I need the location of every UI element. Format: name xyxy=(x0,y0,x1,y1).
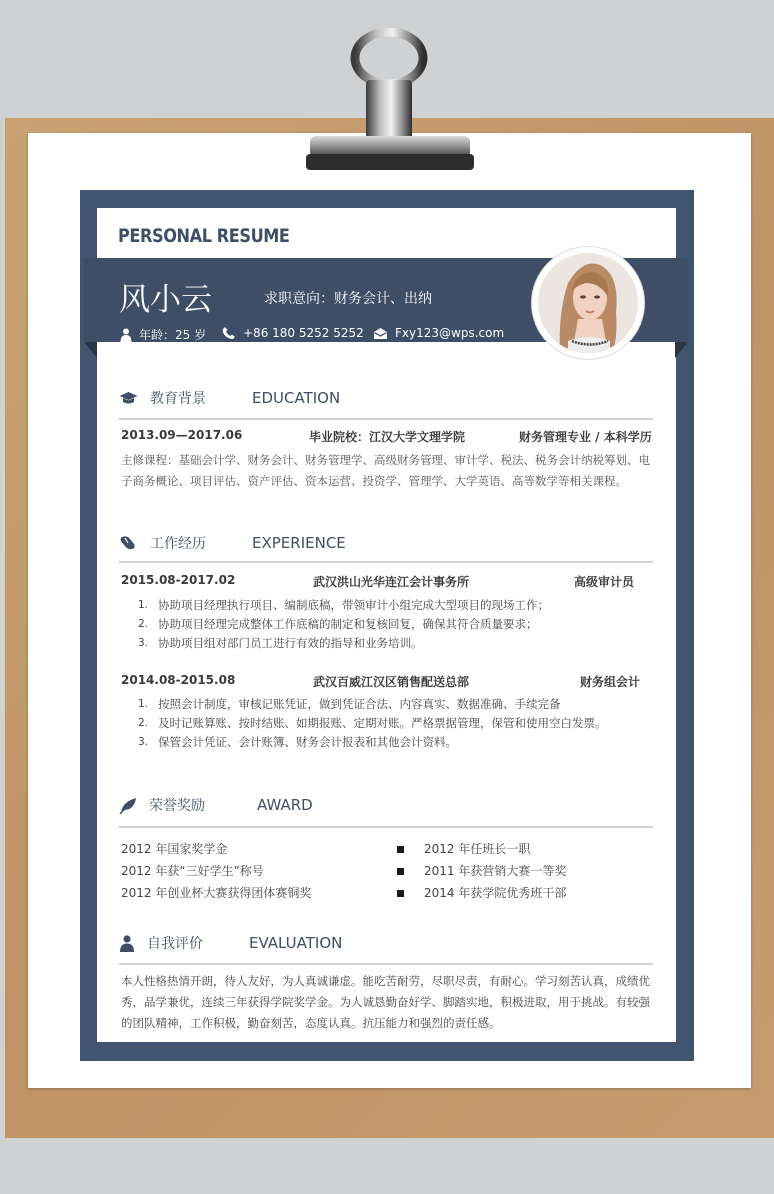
education-title-en: EDUCATION xyxy=(252,389,341,407)
age-text: 年龄：25 岁 xyxy=(139,328,207,342)
candidate-name: 风小云 xyxy=(119,282,212,318)
person-icon xyxy=(119,935,135,952)
banner-fold-left xyxy=(84,342,97,358)
evaluation-text: 本人性格热情开朗，待人友好，为人真诚谦虚。能吃苦耐劳，尽职尽责，有耐心。学习刻苦认真，成绩优秀，品学兼优，连续三年获得学院奖学金。为人诚恳勤奋好学、脚踏实地，积极进取，用于挑战。有较强的团队精神，工作积极，勤奋刻苦，态度认真。抗压能力和强烈的责任感。 xyxy=(121,974,650,1030)
evaluation-title-en: EVALUATION xyxy=(249,934,343,952)
binder-clip-icon xyxy=(300,28,478,178)
list-item: 2014 年获学院优秀班干部 xyxy=(397,882,566,904)
graduation-cap-icon xyxy=(119,391,138,405)
job-duties xyxy=(138,596,549,653)
job-objective: 求职意向：财务会计、出纳 xyxy=(264,291,432,307)
list-item: 2011 年获营销大赛一等奖 xyxy=(397,860,566,882)
education-title-cn: 教育背景 xyxy=(150,391,206,407)
bullet-icon xyxy=(397,890,404,897)
education-courses: 主修课程：基础会计学、财务会计、财务管理学、高级财务管理、审计学、税法、税务会计纳税筹划、电子商务概论、项目评估、资产评估、资本运营、投资学、管理学、大学英语、高等数学等相关课程。 xyxy=(121,453,650,488)
job-company: 武汉洪山光华连江会计事务所 xyxy=(313,575,470,589)
mail-icon xyxy=(373,327,388,340)
job-position: 高级审计员 xyxy=(574,575,635,589)
education-period: 2013.09—2017.06 xyxy=(121,428,243,442)
job-duties xyxy=(138,695,607,752)
phone-info xyxy=(222,326,364,340)
award-title-en: AWARD xyxy=(257,796,313,814)
list-item: 1. 按照会计制度，审核记账凭证，做到凭证合法、内容真实、数据准确、手续完备 xyxy=(138,697,561,711)
job-position: 财务组会计 xyxy=(580,675,641,689)
evaluation-title-cn: 自我评价 xyxy=(147,936,203,952)
divider xyxy=(119,963,653,965)
list-item: 2012 年创业杯大赛获得团体赛铜奖 xyxy=(121,886,312,900)
list-item: 2012 年任班长一职 xyxy=(397,838,566,860)
portrait-photo xyxy=(538,253,638,353)
bullet-icon xyxy=(397,846,404,853)
list-item: 2. 及时记账算账、按时结账、如期报账、定期对账。严格票据管理，保管和使用空白发票。 xyxy=(138,716,607,730)
award-list-left xyxy=(121,838,311,904)
phone-text[interactable]: +86 180 5252 5252 xyxy=(243,326,364,340)
list-item: 3. 保管会计凭证、会计账簿、财务会计报表和其他会计资料。 xyxy=(138,735,457,749)
experience-title-en: EXPERIENCE xyxy=(252,534,346,552)
education-school: 毕业院校：江汉大学文理学院 xyxy=(309,430,466,444)
list-item: 2. 协助项目经理完成整体工作底稿的制定和复核回复，确保其符合质量要求； xyxy=(138,617,538,631)
education-major: 财务管理专业 / 本科学历 xyxy=(519,430,652,444)
list-item: 2012 年国家奖学金 xyxy=(121,842,228,856)
phone-icon xyxy=(222,326,236,340)
mouse-icon xyxy=(119,535,138,551)
job-period: 2014.08-2015.08 xyxy=(121,673,236,687)
list-item: 2012 年获“三好学生”称号 xyxy=(121,864,264,878)
avatar xyxy=(538,253,638,353)
bullet-icon xyxy=(397,868,404,875)
job-period: 2015.08-2017.02 xyxy=(121,573,236,587)
experience-title-cn: 工作经历 xyxy=(150,536,206,552)
award-heading xyxy=(119,795,313,815)
education-heading xyxy=(119,388,340,408)
age-info xyxy=(120,326,206,343)
list-item: 1. 协助项目经理执行项目、编制底稿，带领审计小组完成大型项目的现场工作； xyxy=(138,598,549,612)
email-info xyxy=(373,326,504,340)
list-item: 3. 协助项目组对部门员工进行有效的指导和业务培训。 xyxy=(138,636,423,650)
leaf-icon xyxy=(119,797,137,814)
job-company: 武汉百威江汉区销售配送总部 xyxy=(313,675,470,689)
email-text[interactable]: Fxy123@wps.com xyxy=(395,326,505,340)
award-title-cn: 荣誉奖励 xyxy=(149,798,205,814)
award-list-right xyxy=(397,838,566,904)
experience-heading xyxy=(119,533,346,553)
divider xyxy=(119,561,653,563)
divider xyxy=(119,418,653,420)
person-icon xyxy=(120,328,132,342)
banner-fold-right xyxy=(675,342,688,358)
evaluation-heading xyxy=(119,933,342,953)
resume-title: PERSONAL RESUME xyxy=(118,225,290,247)
divider xyxy=(119,826,653,828)
